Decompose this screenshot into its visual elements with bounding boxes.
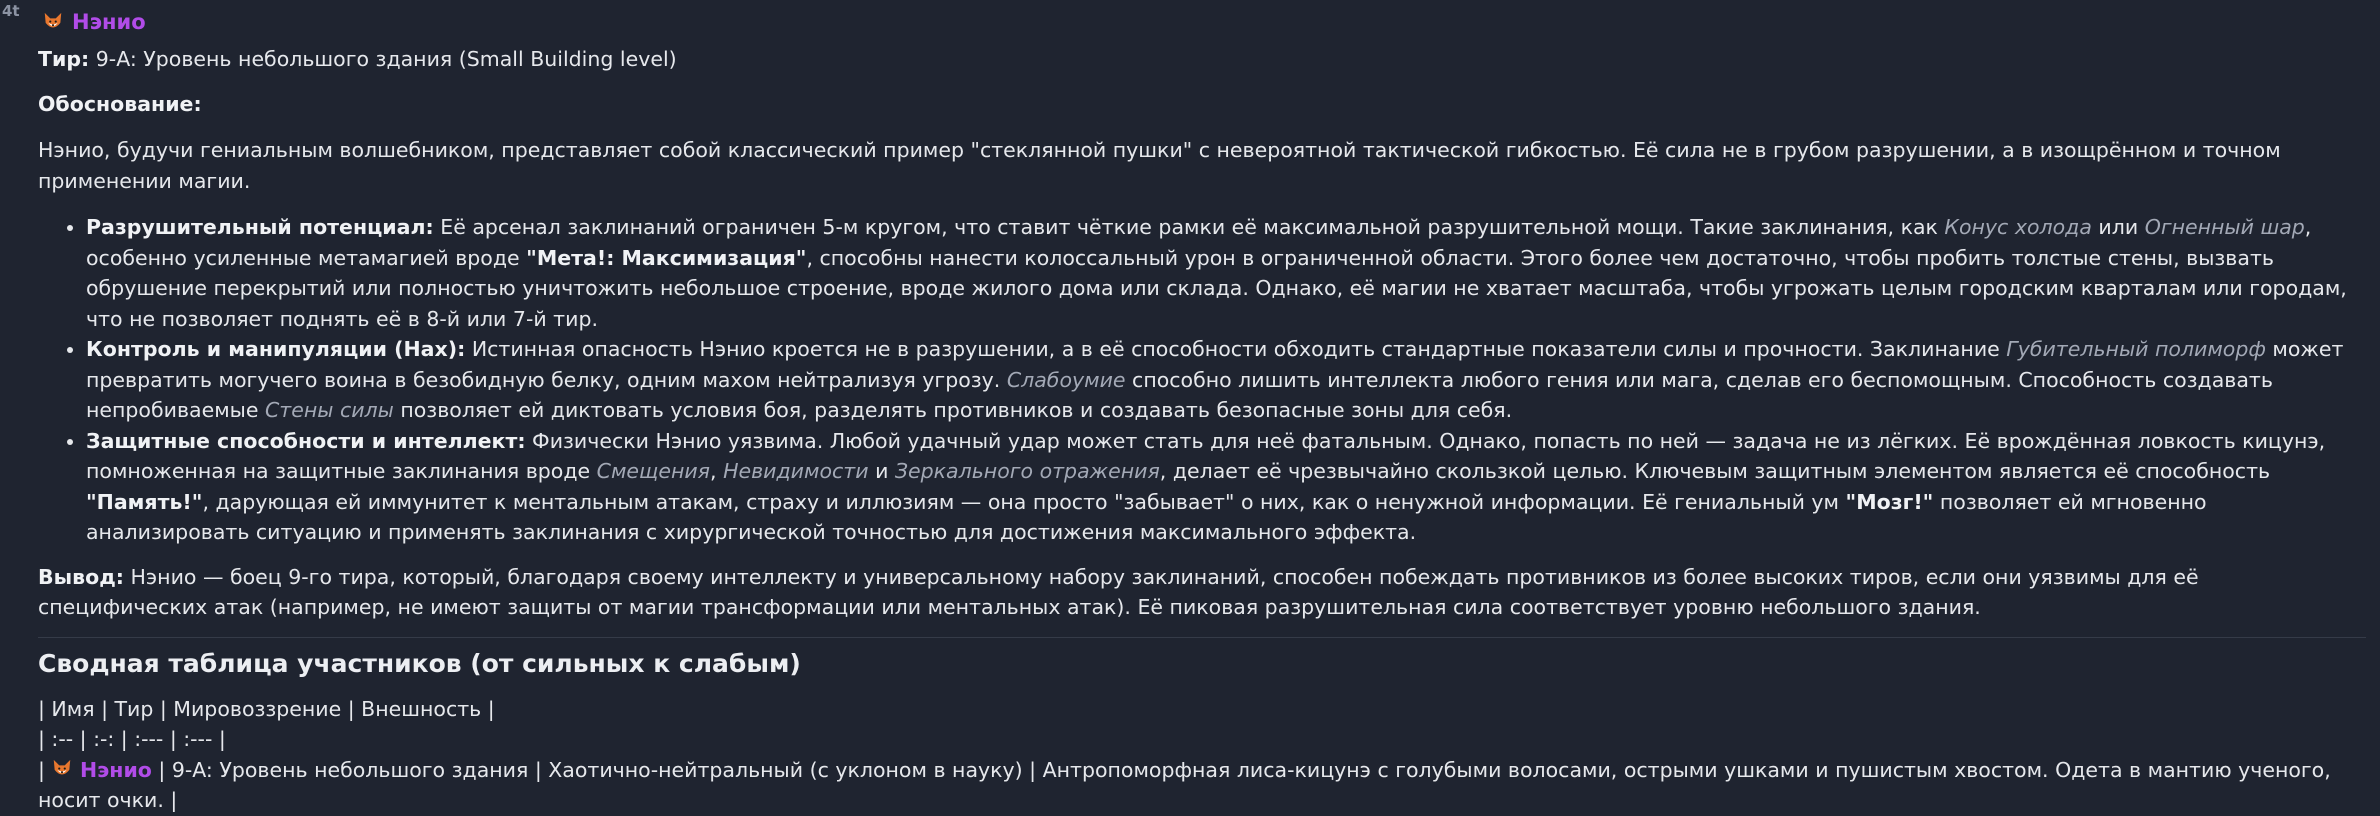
list-item [86,212,2366,334]
spell-name: Стены силы [264,398,394,422]
conclusion-paragraph [38,562,2366,623]
list-item [86,426,2366,548]
list-item-label: Защитные способности и интеллект: [86,428,526,453]
text-run: , делает её чрезвычайно скользкой целью. Ключевым защитным элементом является её способность [1159,459,2271,483]
table-row-name: Нэнио [79,757,152,782]
list-item [86,334,2366,426]
spell-name: Невидимости [723,459,869,483]
character-name: Нэнио [72,10,146,34]
text-run: , дарующая ей иммунитет к ментальным атакам, страху и иллюзиям — она просто "забывает" о них, как о ненужной информации. Её гениальный ум [202,489,1846,514]
spell-name: Конус холода [1944,215,2092,239]
spell-name: Слабоумие [1006,367,1126,392]
list-item-label: Контроль и манипуляции (Hax): [86,337,466,361]
tier-line [38,44,2366,75]
table-row-cells: | 9-A: Уровень небольшого здания | Хаотично-нейтральный (с уклоном в науку) | Антропоморфная лиса-кицунэ с голубыми волосами, острыми ушками и пушистым хвостом. Одета в мантию ученого, носит очки. | [38,757,2331,812]
intro-paragraph: Нэнио, будучи гениальным волшебником, представляет собой классический пример "стеклянной пушки" с невероятной тактической гибкостью. Её сила не в грубом разрушении, а в изощрённом и точном применении магии. [38,138,2281,193]
summary-table-title: Сводная таблица участников (от сильных к слабым) [38,648,801,678]
list-item-label: Разрушительный потенциал: [86,215,434,239]
spell-name: Смещения [596,459,711,483]
text-run: Истинная опасность Нэнио кроется не в разрушении, а в её способности обходить стандартные показатели силы и прочности. Заклинание [465,337,2007,361]
fox-face-icon [42,11,64,33]
corner-tag: 4t [2,2,20,20]
ability-name: "Мозг!" [1845,489,1934,514]
message-header [38,0,2366,44]
table-align-line: | :-- | :-: | :--- | :--- | [38,727,226,751]
spell-name: Зеркального отражения [894,459,1160,483]
tier-label: Тир: [38,47,90,71]
ability-name: "Мета!: Максимизация" [526,245,807,270]
conclusion-text: Нэнио — боец 9-го тира, который, благодаря своему интеллекту и универсальному набору заклинаний, способен побеждать противников из более высоких тиров, если они уязвимы для её специфических атак (например, не имеют защиты от магии трансформации или ментальных атак). Её пиковая разрушительная сила соответствует уровню небольшого здания. [38,564,2199,619]
table-header-line: | Имя | Тир | Мировоззрение | Внешность | [38,696,495,721]
text-run: и [868,459,895,483]
text-run: позволяет ей мгновенно анализировать ситуацию и применять заклинания с хирургической точностью для достижения максимального эффекта. [86,489,2207,544]
text-run: | [38,757,52,782]
message-body [38,44,2366,816]
spell-name: Губительный полиморф [2006,337,2266,361]
text-run: Физически Нэнио уязвима. Любой удачный удар может стать для неё фатальным. Однако, попасть по ней — задача не из лёгких. Её врождённая ловкость кицунэ, помноженная на защитные заклинания вроде [86,428,2326,483]
text-run: Её арсенал заклинаний ограничен 5-м кругом, что ставит чёткие рамки её максимальной разрушительной мощи. Такие заклинания, как [433,215,1945,239]
analysis-list [38,212,2366,548]
text-run: , способны нанести колоссальный урон в ограниченной области. Этого более чем достаточно, чтобы пробить толстые стены, вызвать обрушение перекрытий или полностью уничтожить небольшое строение, вроде жилого дома или склада. Однако, её магии не хватает масштаба, чтобы угрожать целым городским кварталам или городам, что не позволяет поднять её в 8-й или 7-й тир. [86,245,2347,331]
text-run: , [710,459,724,483]
tier-value: 9-A: Уровень небольшого здания (Small Building level) [95,47,677,71]
text-run: может превратить могучего воина в безобидную белку, одним махом нейтрализуя угрозу. [86,337,2344,392]
text-run: способно лишить интеллекта любого гения или мага, сделав его беспомощным. Способность создавать непробиваемые [86,367,2273,422]
spell-name: Огненный шар [2144,215,2305,239]
section-divider [38,637,2366,638]
justification-label: Обоснование: [38,91,202,116]
text-run: , особенно усиленные метамагией вроде [86,215,2312,270]
text-run: или [2091,215,2145,239]
summary-table-raw [38,694,2366,816]
fox-face-icon [51,758,73,780]
justification-heading [38,89,2366,120]
conclusion-label: Вывод: [38,564,124,589]
text-run: позволяет ей диктовать условия боя, разделять противников и создавать безопасные зоны для себя. [393,398,1513,422]
ability-name: "Память!" [86,489,203,514]
table-row [38,755,2366,816]
